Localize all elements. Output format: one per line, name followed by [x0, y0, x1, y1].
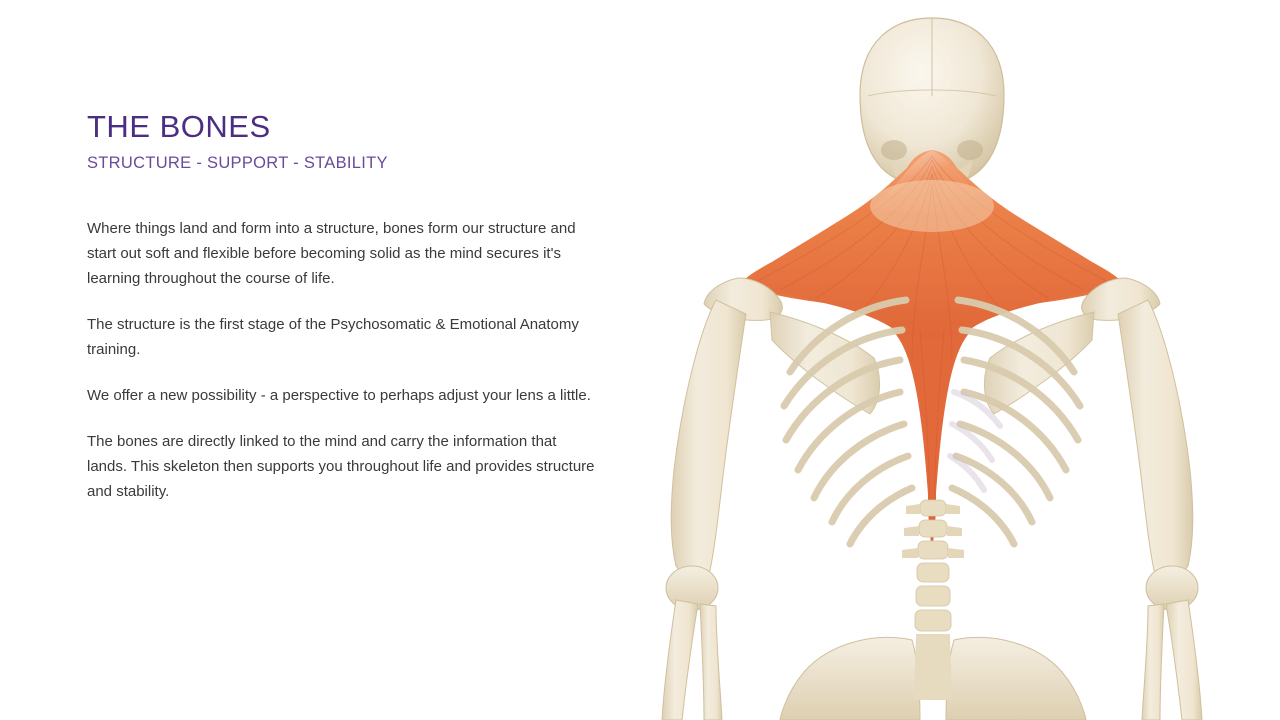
paragraph-3: We offer a new possibility - a perspective to perhaps adjust your lens a little. [87, 387, 591, 404]
page-subtitle: STRUCTURE - SUPPORT - STABILITY [87, 154, 388, 172]
body-copy [87, 216, 607, 504]
paragraph-1: Where things land and form into a structure, bones form our structure and start out soft and flexible before becoming solid as the mind secures it's learning throughout the course of life. [87, 220, 576, 287]
pelvis-group [780, 634, 1086, 720]
skeleton-back-with-trapezius-muscle-illustration [620, 0, 1280, 720]
text-column [87, 108, 607, 504]
paragraph-2: The structure is the first stage of the Psychosomatic & Emotional Anatomy training. [87, 316, 579, 358]
spine-group [902, 500, 964, 631]
right-arm-group [1118, 300, 1202, 720]
page-title: THE BONES [87, 109, 271, 144]
left-arm-group [662, 300, 746, 720]
paragraph-4: The bones are directly linked to the mind and carry the information that lands. This skeleton then supports you throughout life and provides structure and stability. [87, 433, 595, 500]
